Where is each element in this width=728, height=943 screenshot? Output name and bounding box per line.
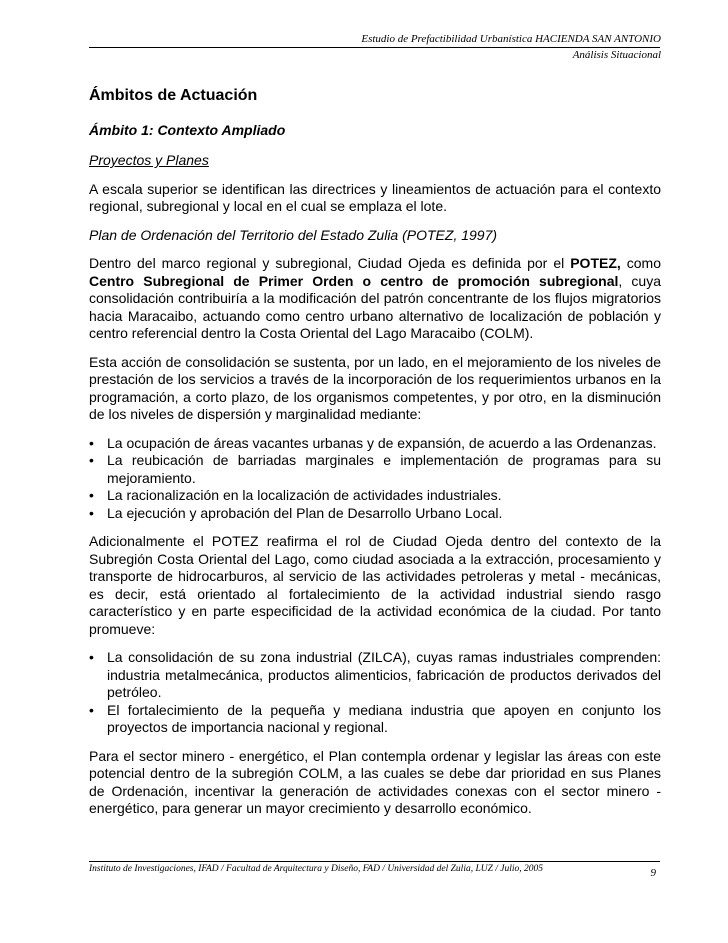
list-item <box>89 505 661 523</box>
bullet-icon: • <box>89 434 94 451</box>
potez-text-1: Dentro del marco regional y subregional, Ciudad Ojeda es definida por el <box>89 255 571 271</box>
page-body <box>89 86 661 829</box>
header-divider <box>89 47 660 48</box>
list-item <box>89 702 661 737</box>
section-subtitle: Ámbito 1: Contexto Ampliado <box>89 122 286 138</box>
bullet-icon: • <box>89 649 94 665</box>
page-title: Ámbitos de Actuación <box>89 87 258 104</box>
footer-text: Instituto de Investigaciones, IFAD / Facultad de Arquitectura y Diseño, FAD / Universidad del Zulia, LUZ / Julio, 2005 <box>89 864 544 874</box>
potez-text-2: como <box>620 255 662 271</box>
list-item-text: La racionalización en la localización de actividades industriales. <box>107 487 502 503</box>
list-item-text: La ejecución y aprobación del Plan de Desarrollo Urbano Local. <box>107 504 503 521</box>
list-item-text: El fortalecimiento de la pequeña y mediana industria que apoyen en conjunto los proyectos de importancia nacional y regional. <box>107 701 661 735</box>
potez-text-3: , cuya consolidación contribuiría a la modificación del patrón concentrante de los flujos migratorios hacia Maracaibo, actuando como centro urbano alternativo de localización de población y centro referencial dentro la Costa Oriental del Lago Maracaibo (COLM). <box>89 272 661 341</box>
intro-paragraph: A escala superior se identifican las directrices y lineamientos de actuación para el contexto regional, subregional y local en el cual se emplaza el lote. <box>89 180 661 214</box>
bullet-icon: • <box>89 487 94 503</box>
potez-bold-1: POTEZ, <box>570 255 621 271</box>
mining-paragraph: Para el sector minero - energético, el Plan contempla ordenar y legislar las áreas con este potencial dentro de la subregión COLM, a las cuales se debe dar prioridad en sus Planes de Ordenación, incentivar la generación de actividades conexas con el sector minero - energético, para generar un mayor crecimiento y desarrollo económico. <box>89 747 661 816</box>
bullet-icon: • <box>89 452 94 468</box>
promotion-list <box>89 649 661 737</box>
list-item <box>89 487 661 505</box>
bullet-icon: • <box>89 701 94 718</box>
bullet-icon: • <box>89 504 94 521</box>
page-footer <box>89 864 660 879</box>
potez-bold-2: Centro Subregional de Primer Orden o centro de promoción subregional <box>89 272 619 289</box>
potez-paragraph <box>89 255 661 343</box>
measures-list <box>89 435 661 523</box>
list-item <box>89 435 661 453</box>
consolidation-paragraph: Esta acción de consolidación se sustenta, por un lado, en el mejoramiento de los niveles de prestación de los servicios a través de la incorporación de los requerimientos urbanos en la programación, a corto plazo, de los organismos competentes, y por otro, en la disminución de los niveles de dispersión y marginalidad mediante: <box>89 353 661 422</box>
role-paragraph: Adicionalmente el POTEZ reafirma el rol de Ciudad Ojeda dentro del contexto de la Subregión Costa Oriental del Lago, como ciudad asociada a la extracción, procesamiento y transporte de hidrocarburos, al servicio de las actividades petroleras y metal - mecánicas, es decir, está orientado al fortalecimiento de la actividad industrial siendo rasgo característico y en parte especificidad de la actividad económica de la ciudad. Por tanto promueve: <box>89 533 661 637</box>
list-item <box>89 452 661 487</box>
list-item-text: La consolidación de su zona industrial (ZILCA), cuyas ramas industriales comprenden: industria metalmecánica, productos alimenticios, fabricación de productos derivados del petróleo. <box>107 649 661 700</box>
footer-divider <box>89 861 660 862</box>
list-item-text: La ocupación de áreas vacantes urbanas y de expansión, de acuerdo a las Ordenanzas. <box>107 434 657 451</box>
section-heading: Proyectos y Planes <box>89 152 209 168</box>
header-subtitle: Análisis Situacional <box>572 49 661 61</box>
page-number: 9 <box>650 867 656 879</box>
plan-title: Plan de Ordenación del Territorio del Estado Zulia (POTEZ, 1997) <box>89 226 498 243</box>
list-item <box>89 649 661 702</box>
list-item-text: La reubicación de barriadas marginales e implementación de programas para su mejoramiento. <box>107 452 661 486</box>
header-title: Estudio de Prefactibilidad Urbanística HACIENDA SAN ANTONIO <box>361 33 661 45</box>
